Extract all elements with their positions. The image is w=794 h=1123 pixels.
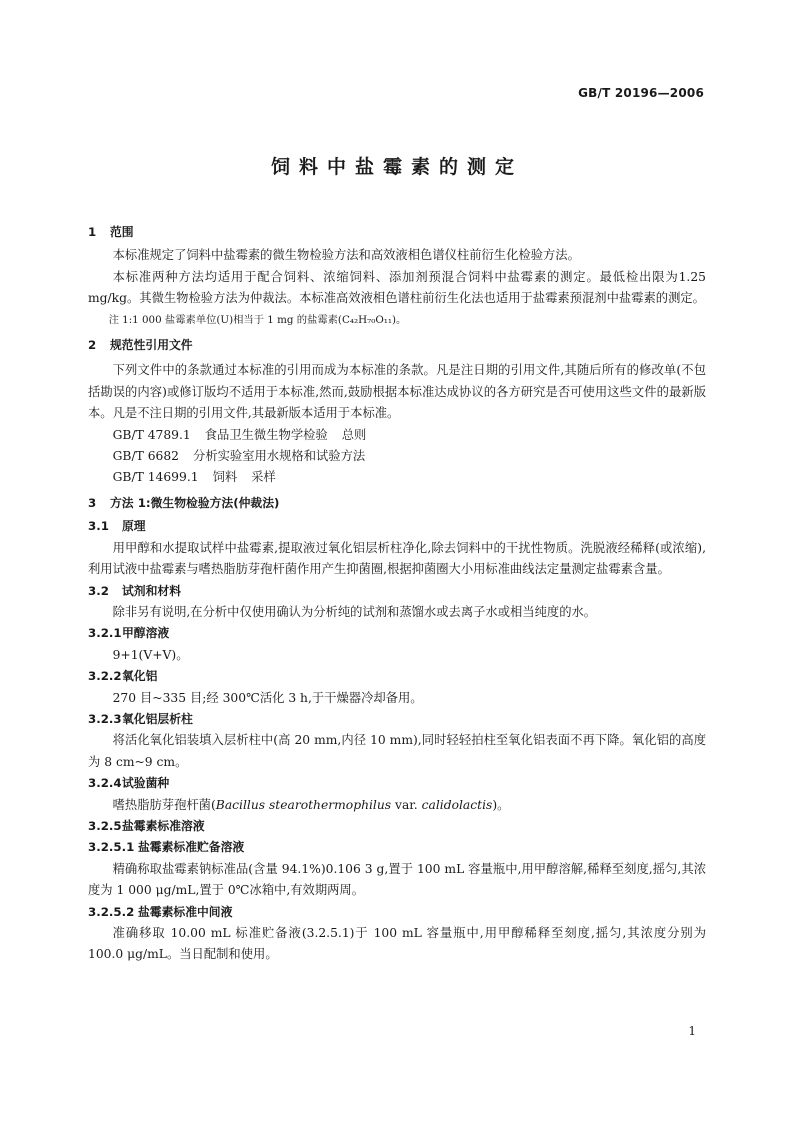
reference-item: GB/T 4789.1 食品卫生微生物学检验 总则 [112,427,367,442]
section-3-1-paragraph: 用甲醇和水提取试样中盐霉素,提取液过氧化铝层析柱净化,除去饲料中的干扰性物质。洗脱液经稀释(或浓缩),利用试液中盐霉素与嗜热脂肪芽孢杆菌作用产生抑菌圈,根据抑菌圈大小用标准曲线法定量测定盐霉素含量。 [88,540,706,577]
document-body [88,218,706,966]
section-3-2-1-paragraph: 9+1(V+V)。 [112,647,189,662]
section-3-2-2-paragraph: 270 目~335 目;经 300℃活化 3 h,于干燥器冷却备用。 [112,690,423,705]
section-3-2-3-heading: 3.2.3氧化铝层析柱 [88,711,193,726]
section-3-2-5-2-heading: 3.2.5.2 盐霉素标准中间液 [88,904,233,919]
section-3-heading: 3 方法 1:微生物检验方法(仲裁法) [88,495,280,510]
section-3-2-5-1-paragraph: 精确称取盐霉素钠标准品(含量 94.1%)0.106 3 g,置于 100 mL 容量瓶中,用甲醇溶解,稀释至刻度,摇匀,其浓度为 1 000 μg/mL,置于 0℃冰箱中,有效期两周。 [88,861,706,898]
document-title: 饲料中盐霉素的测定 [270,156,523,178]
section-3-2-paragraph: 除非另有说明,在分析中仅使用确认为分析纯的试剂和蒸馏水或去离子水或相当纯度的水。 [112,604,597,619]
section-3-2-4-paragraph: 嗜热脂肪芽孢杆菌(Bacillus stearothermophilus var. calidolactis)。 [112,797,510,812]
page-number: 1 [688,1024,696,1038]
reference-item: GB/T 6682 分析实验室用水规格和试验方法 [112,449,366,464]
section-1-paragraph-2: 本标准两种方法均适用于配合饲料、浓缩饲料、添加剂预混合饲料中盐霉素的测定。最低检出限为1.25 mg/kg。其微生物检验方法为仲裁法。本标准高效液相色谱柱前衍生化法也适用于盐霉素预混剂中盐霉素的测定。 [88,269,706,306]
section-3-1-heading: 3.1 原理 [88,519,146,534]
section-3-2-1-heading: 3.2.1甲醇溶液 [88,626,170,641]
section-3-2-heading: 3.2 试剂和材料 [88,583,181,598]
section-2-heading: 2 规范性引用文件 [88,338,193,353]
section-1-note: 注 1:1 000 盐霉素单位(U)相当于 1 mg 的盐霉素(C₄₂H₇₀O₁₁)。 [108,313,407,326]
section-3-2-4-heading: 3.2.4试验菌种 [88,776,170,791]
section-3-2-5-2-paragraph: 准确移取 10.00 mL 标准贮备液(3.2.5.1)于 100 mL 容量瓶中,用甲醇稀释至刻度,摇匀,其浓度分别为 100.0 μg/mL。当日配制和使用。 [88,926,706,962]
section-3-2-5-heading: 3.2.5盐霉素标准溶液 [88,818,205,833]
section-3-2-5-1-heading: 3.2.5.1 盐霉素标准贮备溶液 [88,840,245,855]
standard-code: GB/T 20196—2006 [578,86,704,100]
section-3-2-2-heading: 3.2.2氧化铝 [88,669,158,684]
section-3-2-3-paragraph: 将活化氧化铝装填入层析柱中(高 20 mm,内径 10 mm),同时轻轻拍柱至氧化铝表面不再下降。氧化铝的高度为 8 cm~9 cm。 [88,733,706,769]
section-1-heading: 1 范围 [88,225,134,239]
reference-item: GB/T 14699.1 饲料 采样 [112,470,276,485]
section-1-paragraph-1: 本标准规定了饲料中盐霉素的微生物检验方法和高效液相色谱仪柱前衍生化检验方法。 [112,248,580,263]
section-2-paragraph-1: 下列文件中的条款通过本标准的引用而成为本标准的条款。凡是注日期的引用文件,其随后所有的修改单(不包括勘误的内容)或修订版均不适用于本标准,然而,鼓励根据本标准达成协议的各方研究是否可使用这些文件的最新版本。凡是不注日期的引用文件,其最新版本适用于本标准。 [88,363,706,421]
